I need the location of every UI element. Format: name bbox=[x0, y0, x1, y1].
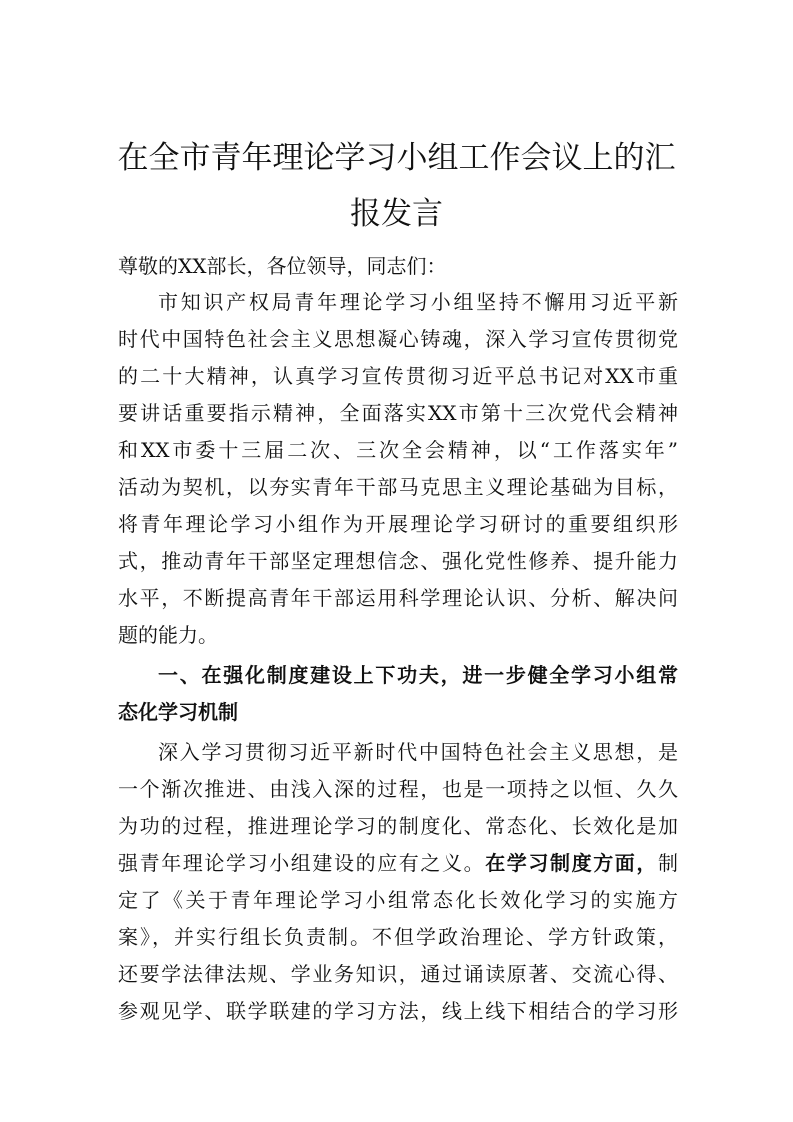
paragraph-2-bold-lead: 在学习制度方面， bbox=[485, 851, 659, 875]
paragraph-2-line: 参观见学、联学联建的学习方法，线上线下相结合的学习形 bbox=[118, 999, 678, 1023]
paragraph-1-line: 市知识产权局青年理论学习小组坚持不懈用习近平新 bbox=[158, 290, 678, 314]
document-title-line-1: 在全市青年理论学习小组工作会议上的汇 bbox=[117, 140, 676, 176]
paragraph-2-line bbox=[118, 848, 678, 878]
paragraph-2-text: 强青年理论学习小组建设的应有之义。 bbox=[118, 851, 486, 875]
paragraph-1-line: 题的能力。 bbox=[118, 623, 218, 647]
paragraph-2-text: 制 bbox=[658, 851, 678, 875]
salutation: 尊敬的XX部长，各位领导，同志们： bbox=[118, 254, 447, 278]
paragraph-2-line: 还要学法律法规、学业务知识，通过诵读原著、交流心得、 bbox=[118, 962, 678, 986]
paragraph-1-line: 要讲话重要指示精神，全面落实XX市第十三次党代会精神 bbox=[118, 401, 678, 425]
paragraph-1-line: 式，推动青年干部坚定理想信念、强化党性修养、提升能力 bbox=[118, 549, 678, 573]
paragraph-1-line: 水平，不断提高青年干部运用科学理论认识、分析、解决问 bbox=[118, 586, 678, 610]
paragraph-1-line: 活动为契机，以夯实青年干部马克思主义理论基础为目标， bbox=[118, 475, 678, 499]
paragraph-1-line: 和XX市委十三届二次、三次全会精神，以“工作落实年” bbox=[118, 438, 678, 462]
paragraph-2-line: 为功的过程，推进理论学习的制度化、常态化、长效化是加 bbox=[118, 814, 678, 838]
document-title-line-2: 报发言 bbox=[350, 196, 443, 232]
paragraph-1-line: 将青年理论学习小组作为开展理论学习研讨的重要组织形 bbox=[118, 512, 678, 536]
paragraph-2-line: 案》，并实行组长负责制。不但学政治理论、学方针政策， bbox=[118, 925, 678, 949]
paragraph-2-line: 定了《关于青年理论学习小组常态化长效化学习的实施方 bbox=[118, 888, 678, 912]
section-heading-1-line: 一、在强化制度建设上下功夫，进一步健全学习小组常 bbox=[158, 663, 678, 687]
section-heading-1-line: 态化学习机制 bbox=[118, 700, 238, 724]
paragraph-2-line: 一个渐次推进、由浅入深的过程，也是一项持之以恒、久久 bbox=[118, 777, 678, 801]
paragraph-2-line: 深入学习贯彻习近平新时代中国特色社会主义思想，是 bbox=[158, 740, 678, 764]
paragraph-1-line: 时代中国特色社会主义思想凝心铸魂，深入学习宣传贯彻党 bbox=[118, 327, 678, 351]
paragraph-1-line: 的二十大精神，认真学习宣传贯彻习近平总书记对XX市重 bbox=[118, 364, 678, 388]
